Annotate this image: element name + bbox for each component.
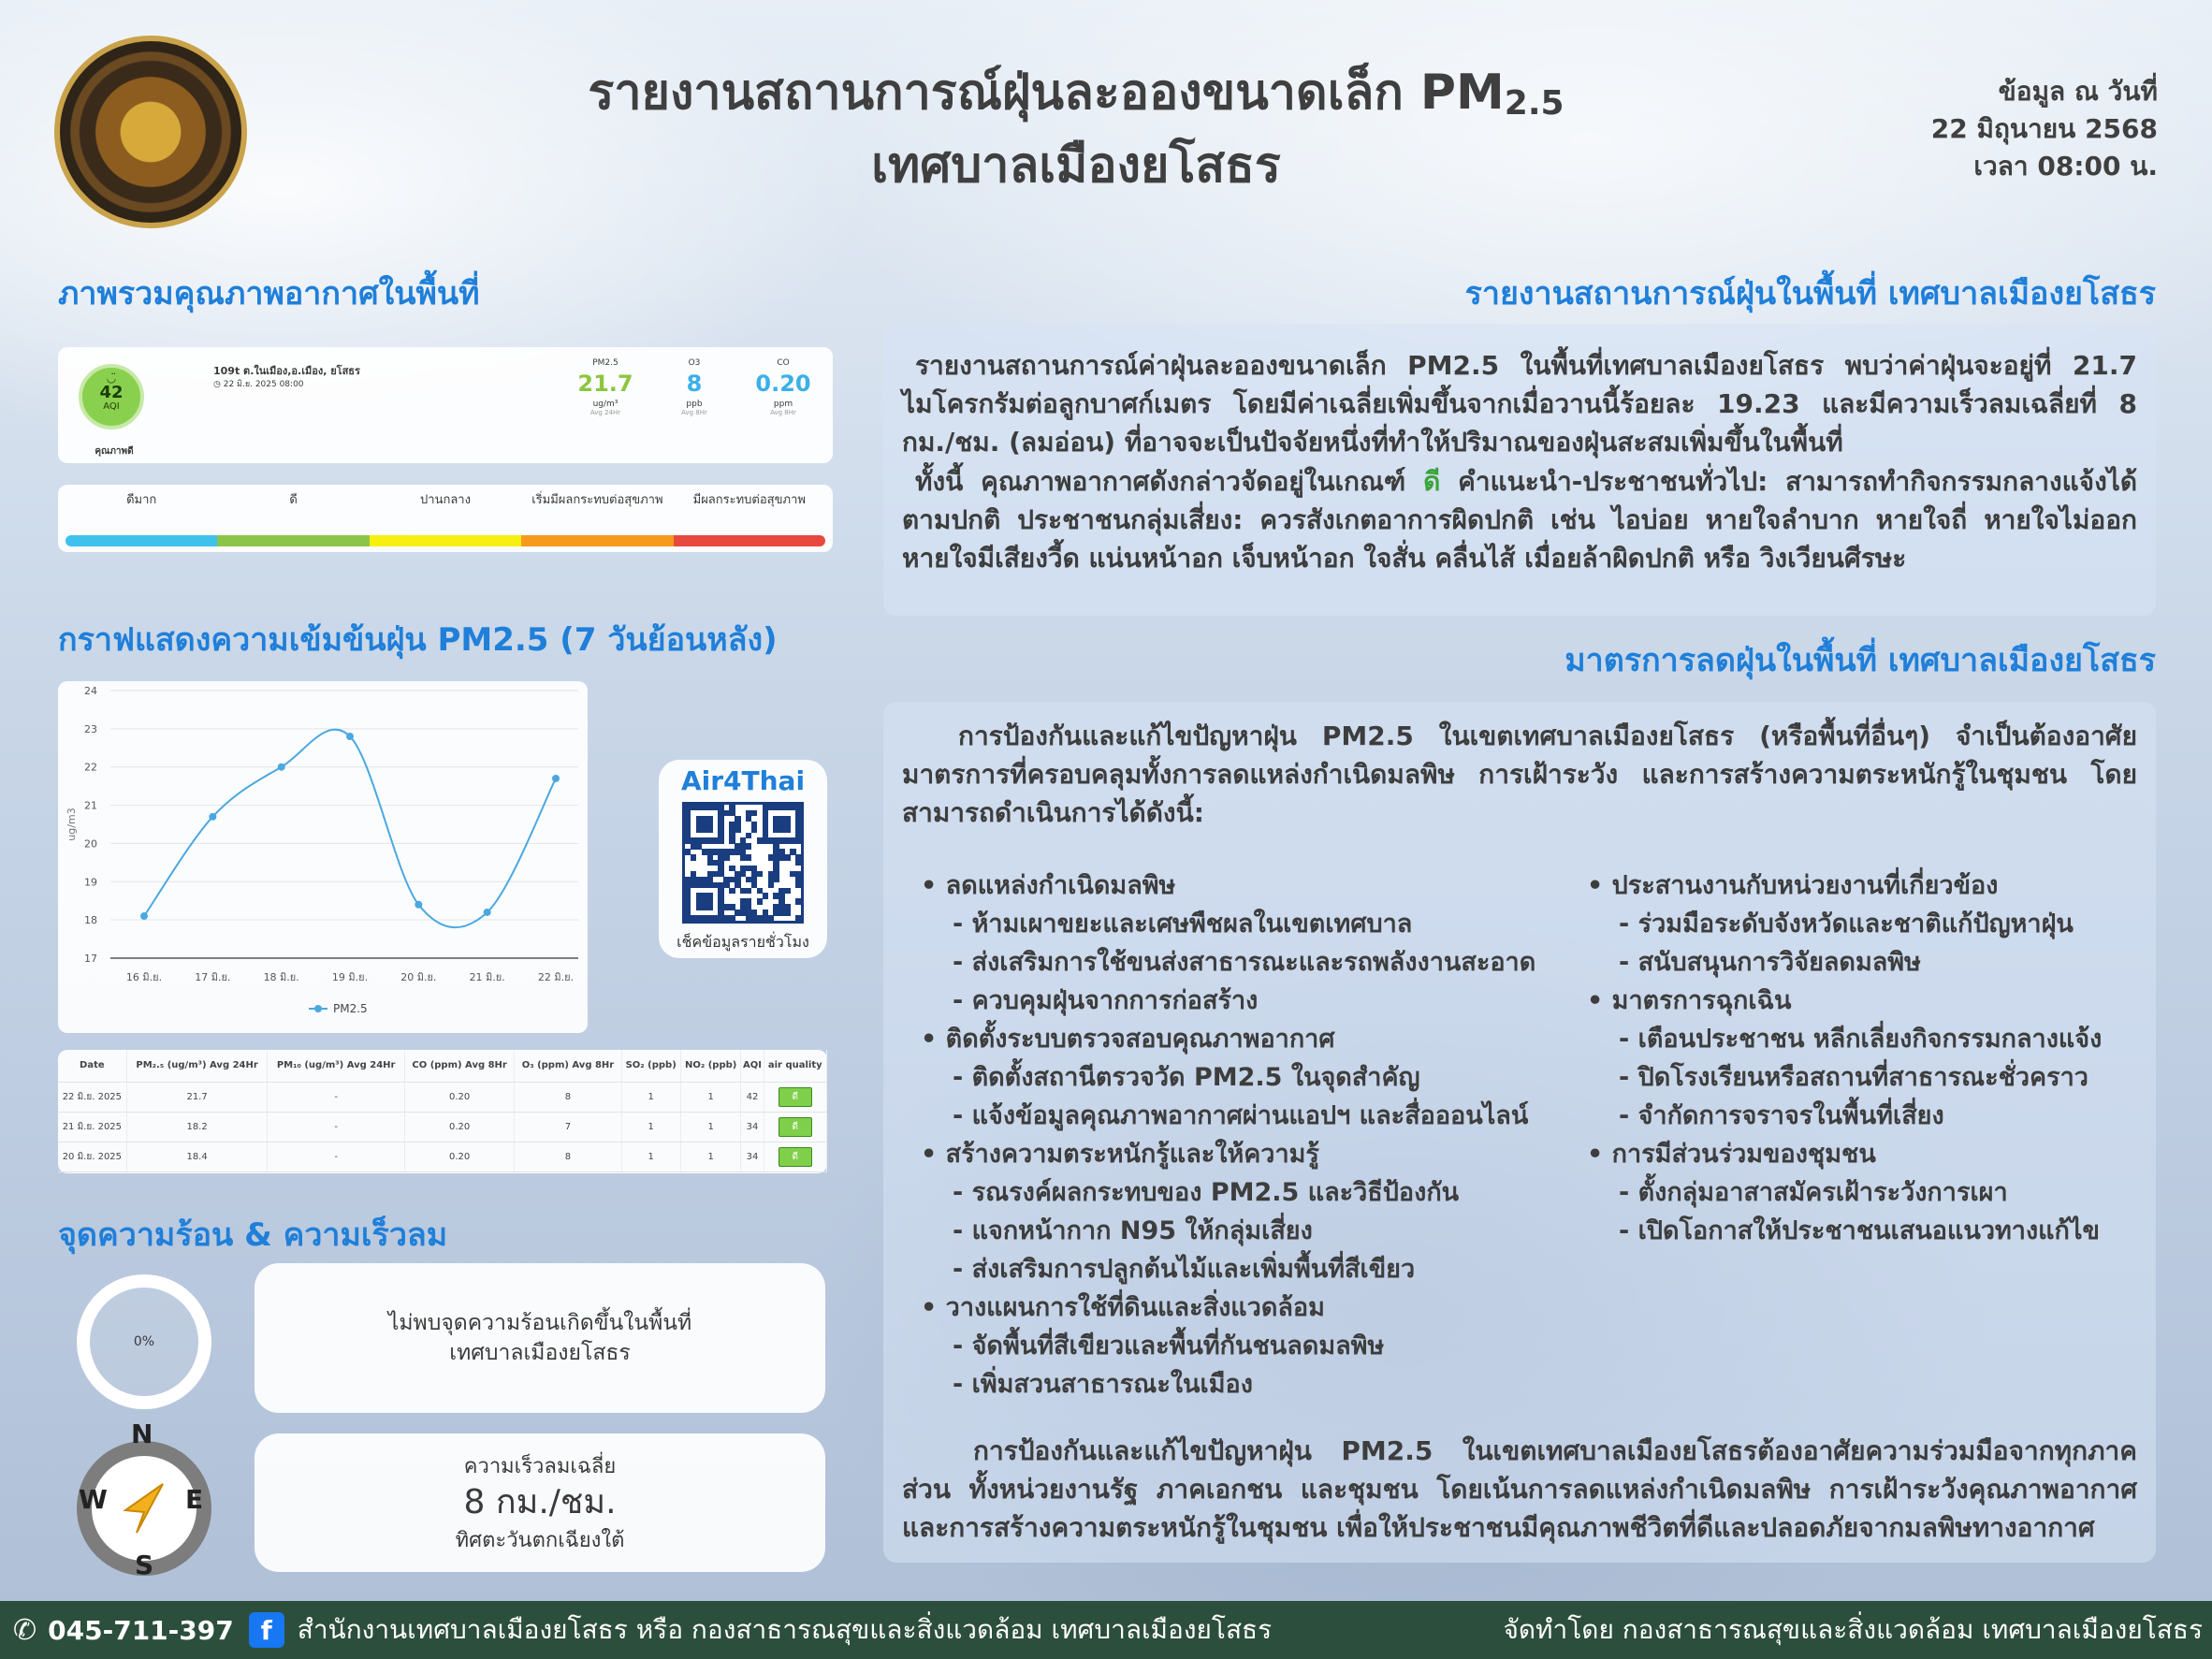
measure-item: - ตั้งกลุ่มอาสาสมัครเฝ้าระวังการเผา: [1619, 1178, 2008, 1207]
footer-credit: จัดทำโดย กองสาธารณสุขและสิ่งแวดล้อม เทศบาลเมืองยโสธร: [1503, 1614, 2203, 1645]
station-time: 22 มิ.ย. 2025 08:00: [223, 380, 304, 389]
table-cell: 1: [621, 1082, 680, 1112]
aqi-unit: AQI: [103, 401, 120, 412]
pm25-chart-card: [58, 681, 588, 1033]
overview-heading: ภาพรวมคุณภาพอากาศในพื้นที่: [58, 275, 480, 313]
table-cell: 22 มิ.ย. 2025: [58, 1082, 126, 1112]
air-quality-badge: ดี: [779, 1117, 813, 1137]
table-cell: 1: [680, 1112, 741, 1142]
table-cell: 42: [741, 1082, 764, 1112]
wind-value: 8 กม./ชม.: [463, 1483, 617, 1521]
y-tick-label: 23: [84, 722, 97, 735]
metric-value: 8: [686, 371, 703, 397]
table-row: [58, 1142, 827, 1171]
air-quality-badge: ดี: [779, 1147, 813, 1167]
table-header-cell: SO₂ (ppb): [621, 1050, 680, 1082]
table-cell: 1: [680, 1142, 741, 1171]
measure-heading: • ประสานงานกับหน่วยงานที่เกี่ยวข้อง: [1587, 871, 1999, 900]
y-tick-label: 18: [84, 914, 97, 927]
report-paragraph-1: รายงานสถานการณ์ค่าฝุ่นละอองขนาดเล็ก PM2.5 ในพื้นที่เทศบาลเมืองยโสธร พบว่าค่าฝุ่นจะอยู่ที่ 21.7 ไมโครกรัมต่อลูกบาศก์เมตร โดยมีค่าเฉลี่ยเพิ่มขึ้นจากเมื่อวานนี้ร้อยละ 19.23 และมีความเร็วลมเฉลี่ยที่ 8 กม./ชม. (ลมอ่อน) ที่อาจจะเป็นปัจจัยหนึ่งที่ทำให้ปริมาณของฝุ่นสะสมเพิ่มขึ้นในพื้นที่: [902, 350, 2137, 458]
metric-avg: Avg 24Hr: [589, 409, 621, 416]
table-cell: 8: [515, 1082, 621, 1112]
scale-label-1: ดี: [289, 493, 298, 507]
scale-bar-3: [521, 535, 673, 546]
metric-avg: Avg 8Hr: [770, 409, 796, 416]
legend-marker: [314, 1005, 322, 1012]
table-cell: -: [268, 1142, 404, 1171]
date-label: ข้อมูล ณ วันที่: [1998, 76, 2158, 107]
measure-item: - ร่วมมือระดับจังหวัดและชาติแก้ปัญหาฝุ่น: [1619, 910, 2074, 939]
report-p2-a: ทั้งนี้ คุณภาพอากาศดังกล่าวจัดอยู่ในเกณฑ์: [915, 466, 1406, 497]
metric-name: CO: [777, 358, 790, 368]
table-cell: 18.4: [126, 1142, 268, 1171]
wind-direction: ทิศตะวันตกเฉียงใต้: [455, 1529, 625, 1552]
x-tick-label: 16 มิ.ย.: [125, 971, 163, 983]
metric-avg: Avg 8Hr: [681, 409, 707, 416]
report-date-block: [1931, 73, 2158, 185]
table-header-cell: AQI: [741, 1050, 764, 1082]
measure-item: - ส่งเสริมการปลูกต้นไม้และเพิ่มพื้นที่สีเขียว: [953, 1255, 1416, 1284]
measures-heading: มาตรการลดฝุ่นในพื้นที่ เทศบาลเมืองยโสธร: [1564, 642, 2156, 679]
metrics-row: [563, 358, 825, 416]
compass-s: S: [135, 1550, 154, 1580]
footer-bar: [0, 1601, 2212, 1659]
clock-icon: ◷: [213, 380, 224, 389]
metric-value: 0.20: [755, 371, 811, 397]
metric-unit: ppb: [686, 400, 703, 409]
y-tick-label: 22: [84, 761, 97, 774]
qr-code-icon[interactable]: [682, 802, 804, 924]
y-tick-label: 20: [84, 837, 97, 851]
data-point: [552, 775, 560, 782]
measure-item: - ติดตั้งสถานีตรวจวัด PM2.5 ในจุดสำคัญ: [953, 1063, 1420, 1092]
data-point: [415, 901, 422, 909]
measure-heading: • การมีส่วนร่วมของชุมชน: [1587, 1140, 1876, 1169]
metric-2: [741, 358, 825, 416]
table-cell: 21.7: [126, 1082, 268, 1112]
compass-n: N: [131, 1419, 153, 1449]
heat-wind-heading: จุดความร้อน & ความเร็วลม: [58, 1216, 448, 1254]
scale-bar-1: [217, 535, 369, 546]
date-value: 22 มิถุนายน 2568: [1930, 113, 2158, 144]
table-cell: 7: [515, 1112, 621, 1142]
table-cell: 21 มิ.ย. 2025: [58, 1112, 126, 1142]
table-header-cell: Date: [58, 1050, 126, 1082]
aqi-scale-card: [58, 485, 833, 552]
compass-e: E: [185, 1484, 204, 1515]
metric-name: PM2.5: [592, 358, 618, 368]
hotspot-donut: [77, 1274, 211, 1409]
table-row: [58, 1082, 827, 1112]
report-level: ดี: [1423, 466, 1441, 497]
table-header-cell: PM₂.₅ (ug/m³) Avg 24Hr: [126, 1050, 268, 1082]
measure-heading: • ติดตั้งระบบตรวจสอบคุณภาพอากาศ: [921, 1025, 1335, 1054]
municipality-seal-logo: [54, 36, 247, 228]
table-cell: 8: [515, 1142, 621, 1171]
aqi-bubble: [79, 364, 144, 429]
table-cell: 1: [680, 1082, 741, 1112]
scale-bar-2: [370, 535, 521, 546]
y-tick-label: 21: [84, 799, 97, 812]
table-cell: -: [268, 1082, 404, 1112]
x-tick-label: 21 มิ.ย.: [469, 971, 505, 983]
measure-item: - ควบคุมฝุ่นจากการก่อสร้าง: [953, 986, 1259, 1015]
table-cell: 18.2: [126, 1112, 268, 1142]
chart-heading: กราฟแสดงความเข้มข้นฝุ่น PM2.5 (7 วันย้อนหลัง): [58, 621, 778, 659]
measure-item: - สนับสนุนการวิจัยลดมลพิษ: [1619, 948, 1921, 977]
measure-heading: • สร้างความตระหนักรู้และให้ความรู้: [921, 1140, 1319, 1169]
measure-item: - ส่งเสริมการใช้ขนส่งสาธารณะและรถพลังงานสะอาด: [953, 948, 1536, 977]
data-point: [278, 764, 285, 771]
table-header-cell: CO (ppm) Avg 8Hr: [404, 1050, 515, 1082]
aqi-caption: คุณภาพดี: [95, 446, 134, 457]
table-cell: 1: [621, 1142, 680, 1171]
smile-icon: ◡̈: [106, 371, 117, 385]
table-cell: 1: [621, 1112, 680, 1142]
measure-item: - เพิ่มสวนสาธารณะในเมือง: [953, 1370, 1253, 1399]
report-panel: [883, 324, 2156, 616]
measures-panel: [883, 702, 2156, 1563]
wind-label: ความเร็วลมเฉลี่ย: [463, 1455, 617, 1478]
table-cell: -: [268, 1112, 404, 1142]
x-tick-label: 19 มิ.ย.: [331, 971, 369, 983]
measure-item: - รณรงค์ผลกระทบของ PM2.5 และวิธีป้องกัน: [953, 1178, 1460, 1207]
aqi-value: 42: [99, 383, 124, 402]
table-cell: 0.20: [404, 1142, 515, 1171]
hotspot-msg-line1: ไม่พบจุดความร้อนเกิดขึ้นในพื้นที่: [387, 1311, 692, 1335]
table-cell: 0.20: [404, 1082, 515, 1112]
compass-w: W: [79, 1484, 108, 1515]
title-line1: รายงานสถานการณ์ฝุ่นละอองขนาดเล็ก PM: [588, 65, 1505, 121]
scale-bar-4: [674, 535, 825, 546]
hotspot-percent: 0%: [133, 1334, 155, 1349]
footer-facebook-text[interactable]: สำนักงานเทศบาลเมืองยโสธร หรือ กองสาธารณสุขและสิ่งแวดล้อม เทศบาลเมืองยโสธร: [297, 1614, 1273, 1645]
report-heading: รายงานสถานการณ์ฝุ่นในพื้นที่ เทศบาลเมืองยโสธร: [1464, 275, 2156, 313]
measures-col2: [1587, 866, 2148, 1250]
scale-label-3: เริ่มมีผลกระทบต่อสุขภาพ: [531, 493, 663, 507]
measure-item: - เปิดโอกาสให้ประชาชนเสนอแนวทางแก้ไข: [1619, 1216, 2100, 1245]
measure-item: - จัดพื้นที่สีเขียวและพื้นที่กันชนลดมลพิษ: [953, 1332, 1385, 1361]
wind-speed-card: [255, 1433, 825, 1572]
y-axis-label: ug/m3: [65, 808, 78, 841]
x-tick-label: 22 มิ.ย.: [537, 971, 575, 983]
table-cell: 34: [741, 1112, 764, 1142]
table-cell: 20 มิ.ย. 2025: [58, 1142, 126, 1171]
hotspot-message-card: [255, 1263, 825, 1413]
aqi-history-table: [58, 1050, 827, 1173]
pm25-line-chart: [58, 681, 588, 1033]
measures-outro: การป้องกันและแก้ไขปัญหาฝุ่น PM2.5 ในเขตเทศบาลเมืองยโสธรต้องอาศัยความร่วมมือจากทุกภาคส่วน ทั้งหน่วยงานรัฐ ภาคเอกชน และชุมชน โดยเน้นการลดแหล่งกำเนิดมลพิษ การเฝ้าระวังคุณภาพอากาศ และการสร้างความตระหนักรู้ในชุมชน เพื่อให้ประชาชนมีคุณภาพชีวิตที่ดีและปลอดภัยจากมลพิษทางอากาศ: [902, 1435, 2137, 1543]
table-header-cell: PM₁₀ (ug/m³) Avg 24Hr: [268, 1050, 404, 1082]
qr-caption: เช็คข้อมูลรายชั่วโมง: [677, 933, 809, 951]
report-paragraph-2: [902, 462, 2137, 577]
data-point: [140, 912, 148, 920]
air-quality-badge: ดี: [779, 1087, 813, 1107]
station-name: 109t ต.ในเมือง,อ.เมือง, ยโสธร: [213, 365, 360, 377]
measure-item: - แจกหน้ากาก N95 ให้กลุ่มเสี่ยง: [953, 1216, 1313, 1245]
y-tick-label: 24: [84, 685, 97, 697]
x-tick-label: 20 มิ.ย.: [400, 971, 437, 983]
data-point: [209, 813, 216, 821]
measure-heading: • วางแผนการใช้ที่ดินและสิ่งแวดล้อม: [921, 1293, 1325, 1322]
measure-heading: • ลดแหล่งกำเนิดมลพิษ: [921, 871, 1176, 900]
aqi-summary-card: [58, 347, 833, 463]
wind-compass-icon: [77, 1419, 211, 1580]
hotspot-msg-line2: เทศบาลเมืองยโสธร: [449, 1341, 631, 1365]
measure-item: - ปิดโรงเรียนหรือสถานที่สาธารณะชั่วคราว: [1619, 1063, 2088, 1092]
table-header-row: [58, 1050, 827, 1082]
scale-label-0: ดีมาก: [126, 493, 157, 507]
measure-heading: • มาตรการฉุกเฉิน: [1587, 986, 1792, 1015]
table-cell: [764, 1082, 826, 1112]
x-tick-label: 17 มิ.ย.: [195, 971, 231, 983]
metric-unit: ug/m³: [592, 400, 618, 409]
scale-label-4: มีผลกระทบต่อสุขภาพ: [692, 493, 806, 507]
data-point: [484, 909, 491, 916]
scale-bar-0: [65, 535, 217, 546]
table-header-cell: NO₂ (ppb): [680, 1050, 741, 1082]
y-tick-label: 19: [84, 876, 97, 889]
scale-label-2: ปานกลาง: [420, 493, 471, 507]
facebook-icon[interactable]: f: [249, 1612, 284, 1648]
table-cell: 34: [741, 1142, 764, 1171]
wind-arrow-icon: [92, 1456, 196, 1561]
table-cell: 0.20: [404, 1112, 515, 1142]
page-title: [468, 62, 1684, 196]
metric-value: 21.7: [577, 371, 633, 397]
table-cell: [764, 1142, 826, 1171]
air4thai-qr-card[interactable]: [659, 760, 827, 958]
footer-phone[interactable]: 045-711-397: [48, 1614, 234, 1646]
measures-col1: [921, 866, 1576, 1404]
time-value: เวลา 08:00 น.: [1973, 151, 2158, 182]
table-header-cell: air quality: [764, 1050, 826, 1082]
measure-item: - แจ้งข้อมูลคุณภาพอากาศผ่านแอปฯ และสื่อออนไลน์: [953, 1101, 1529, 1130]
y-tick-label: 17: [84, 953, 97, 965]
measure-item: - เตือนประชาชน หลีกเลี่ยงกิจกรรมกลางแจ้ง: [1619, 1025, 2103, 1054]
measure-item: - ห้ามเผาขยะและเศษพืชผลในเขตเทศบาล: [953, 910, 1413, 939]
table-cell: [764, 1112, 826, 1142]
measure-item: - จำกัดการจราจรในพื้นที่เสี่ยง: [1619, 1101, 1944, 1130]
legend-label: PM2.5: [333, 1002, 368, 1015]
metric-unit: ppm: [773, 400, 793, 409]
measures-intro: การป้องกันและแก้ไขปัญหาฝุ่น PM2.5 ในเขตเทศบาลเมืองยโสธร (หรือพื้นที่อื่นๆ) จำเป็นต้องอาศัยมาตรการที่ครอบคลุมทั้งการลดแหล่งกำเนิดมลพิษ การเฝ้าระวัง และการสร้างความตระหนักรู้ในชุมชน โดยสามารถดำเนินการได้ดังนี้:: [902, 720, 2137, 828]
metric-name: O3: [688, 358, 701, 368]
title-line2: เทศบาลเมืองยโสธร: [871, 138, 1281, 194]
x-tick-label: 18 มิ.ย.: [263, 971, 299, 983]
report-p2-b: คำแนะนำ-ประชาชนทั่วไป: สามารถทำกิจกรรมกลางแจ้งได้ตามปกติ ประชาชนกลุ่มเสี่ยง: ควรสังเกตอาการผิดปกติ เช่น ไอบ่อย หายใจลำบาก หายใจถี่ หายใจไม่ออก หายใจมีเสียงวี้ด แน่นหน้าอก เจ็บหน้าอก ใจสั่น คลื่นไส้ เมื่อยล้าผิดปกติ หรือ วิงเวียนศีรษะ: [902, 466, 2138, 574]
series-line-pm25: [144, 730, 556, 928]
table-header-cell: O₃ (ppm) Avg 8Hr: [515, 1050, 621, 1082]
title-subscript: 2.5: [1504, 84, 1564, 123]
metric-1: [652, 358, 736, 416]
metric-0: [563, 358, 648, 416]
air4thai-brand: Air4Thai: [680, 765, 806, 796]
data-point: [346, 733, 354, 740]
phone-icon: ✆: [13, 1613, 37, 1647]
table-row: [58, 1112, 827, 1142]
